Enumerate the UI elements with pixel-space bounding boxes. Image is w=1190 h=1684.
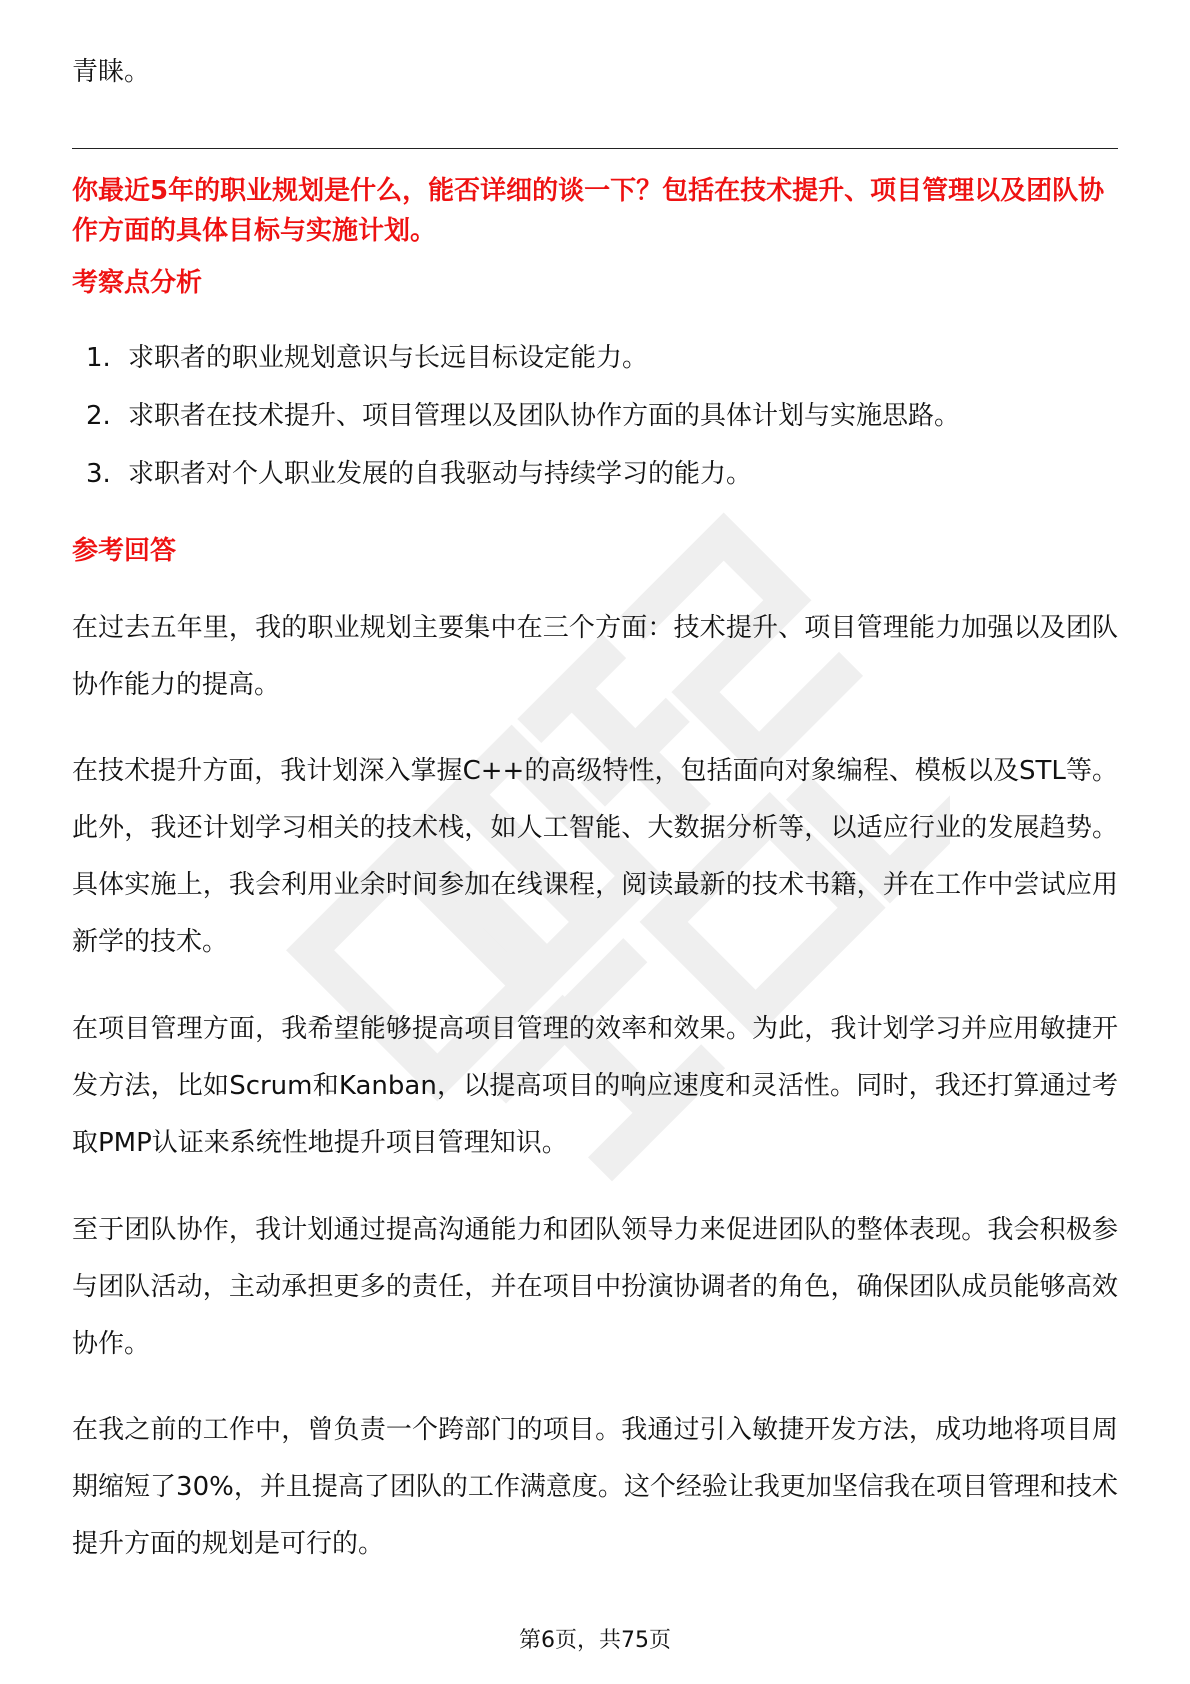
list-item-number: 3.	[86, 459, 111, 489]
answer-paragraph: 在技术提升方面，我计划深入掌握C++的高级特性，包括面向对象编程、模板以及STL等。此外，我还计划学习相关的技术栈，如人工智能、大数据分析等，以适应行业的发展趋势。具体实施上，我会利用业余时间参加在线课程，阅读最新的技术书籍，并在工作中尝试应用新学的技术。	[72, 756, 1118, 957]
section-divider	[72, 148, 1118, 149]
page-number-footer: 第6页，共75页	[519, 1628, 671, 1653]
list-item-text: 求职者在技术提升、项目管理以及团队协作方面的具体计划与实施思路。	[128, 401, 961, 431]
list-item	[86, 338, 1116, 396]
list-item-text: 求职者对个人职业发展的自我驱动与持续学习的能力。	[128, 459, 753, 489]
answer-paragraph: 在我之前的工作中，曾负责一个跨部门的项目。我通过引入敏捷开发方法，成功地将项目周期缩短了30%，并且提高了团队的工作满意度。这个经验让我更加坚信我在项目管理和技术提升方面的规划是可行的。	[72, 1415, 1118, 1559]
question-heading: 你最近5年的职业规划是什么，能否详细的谈一下？包括在技术提升、项目管理以及团队协作方面的具体目标与实施计划。	[72, 176, 1105, 246]
list-item-text: 求职者的职业规划意识与长远目标设定能力。	[128, 343, 649, 373]
list-item	[86, 454, 1116, 512]
list-item-number: 2.	[86, 401, 111, 431]
analysis-points-list	[86, 338, 1116, 512]
previous-answer-tail: 青睐。	[72, 57, 151, 87]
answer-paragraph: 在过去五年里，我的职业规划主要集中在三个方面：技术提升、项目管理能力加强以及团队协作能力的提高。	[72, 613, 1118, 700]
answer-paragraph: 至于团队协作，我计划通过提高沟通能力和团队领导力来促进团队的整体表现。我会积极参与团队活动，主动承担更多的责任，并在项目中扮演协调者的角色，确保团队成员能够高效协作。	[72, 1215, 1118, 1359]
answer-paragraph: 在项目管理方面，我希望能够提高项目管理的效率和效果。为此，我计划学习并应用敏捷开发方法，比如Scrum和Kanban，以提高项目的响应速度和灵活性。同时，我还打算通过考取PMP认证来系统性地提升项目管理知识。	[72, 1014, 1118, 1158]
answer-title: 参考回答	[72, 536, 177, 566]
list-item	[86, 396, 1116, 454]
analysis-title: 考察点分析	[72, 268, 203, 298]
list-item-number: 1.	[86, 343, 111, 373]
